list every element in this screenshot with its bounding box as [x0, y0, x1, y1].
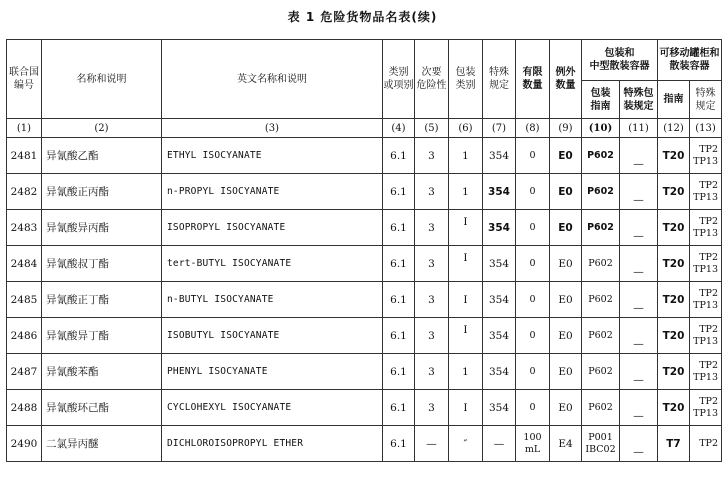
tank-provisions-cell: TP2 TP13 — [690, 210, 722, 246]
packing-group-mark: I — [463, 401, 468, 414]
tank-provisions-cell: TP2 TP13 — [690, 354, 722, 390]
dash-mark: — — [633, 409, 644, 422]
header-tank-special-provisions: 特殊 规定 — [690, 81, 722, 119]
un-number-cell: 2488 — [7, 390, 42, 426]
special-packing-cell — [620, 426, 658, 462]
english-name-cell: DICHLOROISOPROPYL ETHER — [162, 426, 383, 462]
subsidiary-hazard-cell: 3 — [415, 174, 449, 210]
column-number: (13) — [690, 119, 722, 138]
limited-quantity-cell: 0 — [516, 318, 550, 354]
table-row — [7, 210, 722, 246]
tank-instruction-cell: T20 — [658, 282, 690, 318]
english-name-cell: ISOPROPYL ISOCYANATE — [162, 210, 383, 246]
table-row — [7, 390, 722, 426]
dash-mark: — — [633, 373, 644, 386]
table-row — [7, 426, 722, 462]
subsidiary-hazard-cell: — — [415, 426, 449, 462]
header-english-name: 英文名称和说明 — [162, 40, 383, 119]
packing-instruction-cell: P602 — [582, 282, 620, 318]
special-packing-cell — [620, 246, 658, 282]
table-body — [7, 138, 722, 462]
special-packing-cell — [620, 354, 658, 390]
limited-quantity-cell: 0 — [516, 138, 550, 174]
packing-instruction-cell: P602 — [582, 390, 620, 426]
un-number-cell: 2484 — [7, 246, 42, 282]
column-number: (5) — [415, 119, 449, 138]
subsidiary-hazard-cell: 3 — [415, 246, 449, 282]
dash-mark: — — [633, 193, 644, 206]
class-cell: 6.1 — [383, 210, 415, 246]
special-provisions-cell: 354 — [483, 138, 516, 174]
column-number: (1) — [7, 119, 42, 138]
excepted-quantity-cell: E0 — [550, 210, 582, 246]
subsidiary-hazard-cell: 3 — [415, 318, 449, 354]
class-cell: 6.1 — [383, 426, 415, 462]
un-number-cell: 2482 — [7, 174, 42, 210]
dash-mark: — — [633, 157, 644, 170]
header-portable-tank-group: 可移动罐柜和 散装容器 — [658, 40, 722, 81]
packing-group-cell — [449, 210, 483, 246]
header-special-provisions: 特殊 规定 — [483, 40, 516, 119]
class-cell: 6.1 — [383, 246, 415, 282]
column-number: (2) — [42, 119, 162, 138]
tank-provisions-cell: TP2 TP13 — [690, 174, 722, 210]
un-number-cell: 2486 — [7, 318, 42, 354]
special-provisions-cell: 354 — [483, 246, 516, 282]
packing-group-mark: I — [463, 323, 468, 336]
table-row — [7, 354, 722, 390]
class-cell: 6.1 — [383, 174, 415, 210]
english-name-cell: n-PROPYL ISOCYANATE — [162, 174, 383, 210]
chinese-name-cell: 异氰酸乙酯 — [42, 138, 162, 174]
packing-group-cell — [449, 246, 483, 282]
un-number-cell: 2485 — [7, 282, 42, 318]
header-chinese-name: 名称和说明 — [42, 40, 162, 119]
column-number: (11) — [620, 119, 658, 138]
tank-instruction-cell: T20 — [658, 174, 690, 210]
chinese-name-cell: 异氰酸环己酯 — [42, 390, 162, 426]
packing-group-cell: 1 — [449, 174, 483, 210]
table-row — [7, 174, 722, 210]
column-number: (10) — [582, 119, 620, 138]
special-packing-cell — [620, 210, 658, 246]
excepted-quantity-cell: E0 — [550, 390, 582, 426]
tank-provisions-cell: TP2 TP13 — [690, 318, 722, 354]
packing-group-cell — [449, 282, 483, 318]
tank-provisions-cell: TP2 TP13 — [690, 282, 722, 318]
class-cell: 6.1 — [383, 390, 415, 426]
packing-group-cell: 1 — [449, 138, 483, 174]
chinese-name-cell: 异氰酸异丙酯 — [42, 210, 162, 246]
packing-group-mark: I — [463, 293, 468, 306]
tank-provisions-cell: TP2 — [690, 426, 722, 462]
special-packing-cell — [620, 174, 658, 210]
un-number-cell: 2481 — [7, 138, 42, 174]
packing-group-cell: 1 — [449, 354, 483, 390]
special-provisions-cell: 354 — [483, 282, 516, 318]
un-number-cell: 2490 — [7, 426, 42, 462]
column-number: (3) — [162, 119, 383, 138]
chinese-name-cell: 二氯异丙醚 — [42, 426, 162, 462]
dangerous-goods-table — [6, 39, 722, 462]
table-row — [7, 318, 722, 354]
subsidiary-hazard-cell: 3 — [415, 390, 449, 426]
packing-instruction-cell: P001 IBC02 — [582, 426, 620, 462]
header-un-number: 联合国 编号 — [7, 40, 42, 119]
subsidiary-hazard-cell: 3 — [415, 354, 449, 390]
packing-instruction-cell: P602 — [582, 354, 620, 390]
header-packing-group: 包装 类别 — [449, 40, 483, 119]
packing-instruction-cell: P602 — [582, 318, 620, 354]
header-excepted-quantity: 例外 数量 — [550, 40, 582, 119]
subsidiary-hazard-cell: 3 — [415, 282, 449, 318]
packing-instruction-cell: P602 — [582, 210, 620, 246]
tank-instruction-cell: T20 — [658, 318, 690, 354]
dash-mark: — — [633, 229, 644, 242]
special-provisions-cell: 354 — [483, 390, 516, 426]
header-packaging-group: 包装和 中型散装容器 — [582, 40, 658, 81]
class-cell: 6.1 — [383, 318, 415, 354]
tank-instruction-cell: T20 — [658, 138, 690, 174]
tank-instruction-cell: T20 — [658, 246, 690, 282]
subsidiary-hazard-cell: 3 — [415, 210, 449, 246]
packing-instruction-cell: P602 — [582, 246, 620, 282]
excepted-quantity-cell: E0 — [550, 246, 582, 282]
english-name-cell: PHENYL ISOCYANATE — [162, 354, 383, 390]
limited-quantity-cell: 0 — [516, 354, 550, 390]
class-cell: 6.1 — [383, 354, 415, 390]
special-provisions-cell: — — [483, 426, 516, 462]
table-row — [7, 246, 722, 282]
special-packing-cell — [620, 318, 658, 354]
limited-quantity-cell: 0 — [516, 390, 550, 426]
excepted-quantity-cell: E4 — [550, 426, 582, 462]
dash-mark: — — [633, 265, 644, 278]
limited-quantity-cell: 100 mL — [516, 426, 550, 462]
special-provisions-cell: 354 — [483, 318, 516, 354]
excepted-quantity-cell: E0 — [550, 174, 582, 210]
header-subsidiary-hazard: 次要 危险性 — [415, 40, 449, 119]
tank-provisions-cell: TP2 TP13 — [690, 390, 722, 426]
packing-instruction-cell: P602 — [582, 138, 620, 174]
column-number: (7) — [483, 119, 516, 138]
packing-instruction-cell: P602 — [582, 174, 620, 210]
chinese-name-cell: 异氰酸叔丁酯 — [42, 246, 162, 282]
excepted-quantity-cell: E0 — [550, 282, 582, 318]
column-number: (8) — [516, 119, 550, 138]
chinese-name-cell: 异氰酸正丙酯 — [42, 174, 162, 210]
excepted-quantity-cell: E0 — [550, 354, 582, 390]
dash-mark: — — [633, 445, 644, 458]
special-packing-cell — [620, 138, 658, 174]
column-number: (12) — [658, 119, 690, 138]
subsidiary-hazard-cell: 3 — [415, 138, 449, 174]
special-provisions-cell: 354 — [483, 174, 516, 210]
tank-instruction-cell: T7 — [658, 426, 690, 462]
chinese-name-cell: 异氰酸苯酯 — [42, 354, 162, 390]
packing-group-mark: I — [463, 251, 468, 264]
excepted-quantity-cell: E0 — [550, 138, 582, 174]
special-packing-cell — [620, 390, 658, 426]
tank-instruction-cell: T20 — [658, 354, 690, 390]
special-provisions-cell: 354 — [483, 210, 516, 246]
un-number-cell: 2483 — [7, 210, 42, 246]
header-special-packing-provisions: 特殊包 装规定 — [620, 81, 658, 119]
header-class: 类别 或项别 — [383, 40, 415, 119]
english-name-cell: ETHYL ISOCYANATE — [162, 138, 383, 174]
limited-quantity-cell: 0 — [516, 174, 550, 210]
dash-mark: — — [633, 337, 644, 350]
packing-group-mark: I — [463, 215, 468, 228]
dash-mark: — — [633, 301, 644, 314]
limited-quantity-cell: 0 — [516, 210, 550, 246]
class-cell: 6.1 — [383, 138, 415, 174]
english-name-cell: CYCLOHEXYL ISOCYANATE — [162, 390, 383, 426]
page-title: 表 1 危险货物品名表(续) — [287, 10, 438, 24]
chinese-name-cell: 异氰酸正丁酯 — [42, 282, 162, 318]
limited-quantity-cell: 0 — [516, 282, 550, 318]
tank-instruction-cell: T20 — [658, 390, 690, 426]
header-row-1 — [7, 40, 722, 81]
excepted-quantity-cell: E0 — [550, 318, 582, 354]
english-name-cell: tert-BUTYL ISOCYANATE — [162, 246, 383, 282]
packing-group-cell — [449, 318, 483, 354]
tank-provisions-cell: TP2 TP13 — [690, 138, 722, 174]
limited-quantity-cell: 0 — [516, 246, 550, 282]
english-name-cell: ISOBUTYL ISOCYANATE — [162, 318, 383, 354]
un-number-cell: 2487 — [7, 354, 42, 390]
column-number: (4) — [383, 119, 415, 138]
header-packing-instruction: 包装 指南 — [582, 81, 620, 119]
tank-instruction-cell: T20 — [658, 210, 690, 246]
chinese-name-cell: 异氰酸异丁酯 — [42, 318, 162, 354]
header-tank-instruction: 指南 — [658, 81, 690, 119]
special-provisions-cell: 354 — [483, 354, 516, 390]
special-packing-cell — [620, 282, 658, 318]
packing-group-cell: ″ — [449, 426, 483, 462]
column-number: (6) — [449, 119, 483, 138]
table-row — [7, 282, 722, 318]
tank-provisions-cell: TP2 TP13 — [690, 246, 722, 282]
table-row — [7, 138, 722, 174]
class-cell: 6.1 — [383, 282, 415, 318]
packing-group-cell — [449, 390, 483, 426]
column-number-row — [7, 119, 722, 138]
header-limited-quantity: 有限 数量 — [516, 40, 550, 119]
english-name-cell: n-BUTYL ISOCYANATE — [162, 282, 383, 318]
column-number: (9) — [550, 119, 582, 138]
